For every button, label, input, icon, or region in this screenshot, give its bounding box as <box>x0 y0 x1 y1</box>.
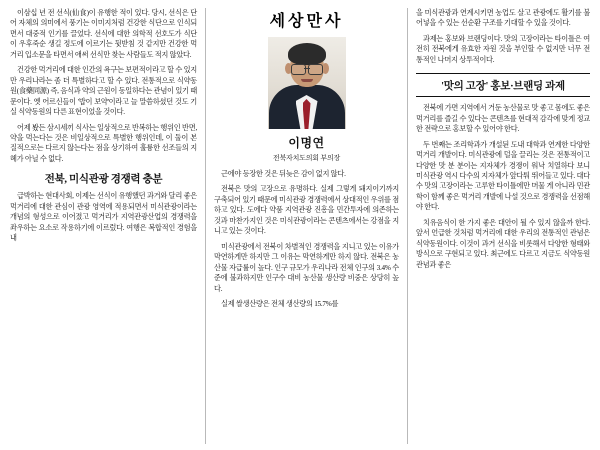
paragraph: 이삼십 년 전 선식(仙食)이 유행한 적이 있다. 당시, 선식은 단어 자체의 의미에서 풍기는 이미지처럼 건강한 식단으로 인식되면서 대중적 인기를 끌었다. 선식에 대한 의학적 선호도가 식단이 우후죽순 생길 정도에 이르기는 뒷받침 것 같지만 건강한 먹거리 입소문을 타면서 애써 선식만 찾는 사람들도 적지 않았다. <box>10 9 197 59</box>
section-heading-3: '맛의 고장' 홍보·브랜딩 과제 <box>416 73 590 97</box>
author-name: 이명연 <box>288 136 325 150</box>
page-title: 세상만사 <box>269 13 344 30</box>
paragraph: 을 미식관광과 연계시키면 농업도 살고 관광에도 활기를 불어넣을 수 있는 선순환 구조를 기대할 수 있을 것이다. <box>416 9 590 28</box>
author-title: 전북자치도의회 부의장 <box>272 154 341 162</box>
column-left <box>10 8 206 444</box>
paragraph: 미식관광에서 전북이 차별적인 경쟁력을 지니고 있는 이유가 막연하게만 하지만 그 이유는 막연하게만 하지 않다. 전북은 농산물 자급률이 높다. 인구 규모가 우리나라 전체 인구의 3.4% 수준에 불과하지만 인구수 대비 농산물 생산량 비중은 상당히 높다. <box>214 242 399 293</box>
avatar <box>268 37 346 129</box>
paragraph: 급박하는 현대사회, 이제는 선식이 유행했던 과거와 달리 좋은 먹거리에 대한 관심이 관광 영역에 적용되면서 미식관광이라는 개념의 형성으로 이어졌고 먹거리가 지역관광산업의 경쟁력을 좌우하는 요소로 작용하기에 이르렀다. 여행은 복합적인 경험을 내 <box>10 192 197 243</box>
section-heading-2: 전북, 미식관광 경쟁력 충분 <box>44 174 163 186</box>
paragraph: 어제 봤든 삼시세끼 식사는 일상적으로 반복하는 행위인 반면, 약을 먹는다는 것은 비일상적으로 특별한 행위인데, 이 둘이 본질적으로는 다르지 않는다는 점을 상기하여 훌륭한 선조들의 지혜가 아닐 수 없다. <box>10 123 197 163</box>
paragraph: 치유음식이 한 가지 좋은 대안이 될 수 있지 않을까 한다. 앞서 언급한 것처럼 먹거리에 대한 우리의 전통적인 관념은 식약동원이다. 이것이 과거 선식을 비롯해서 다양한 형태와 방식으로 구현되고 있다. 최근에도 다르고 지금도 식약동원 관념과 좋은 <box>416 218 590 269</box>
paragraph: 전북은 맛의 고장으로 유명하다. 실제 그렇게 돼지이기까지 구축되어 있기 때문에 미식관광 경쟁력에서 상대적인 우위를 점하고 있다. 도에다 약품 지역관광 진흥을 민간투자에 의존하는 것과 마찬가지인 것은 미식관광이라는 콘텐츠에서는 강점을 지니고 있는 것이다. <box>214 185 399 236</box>
paragraph: 전북에 가면 지역에서 거둔 농산물로 맛 좋고 몸에도 좋은 먹거리를 즐길 수 있다는 콘텐츠를 현대적 감각에 맞게 정교한 전략으로 홍보할 수 있어야 한다. <box>416 104 590 134</box>
author-photo-wrap <box>214 37 399 129</box>
column-center <box>206 8 408 444</box>
paragraph: 두 번째는 조리학과가 개설된 도내 대학과 연계한 다양한 먹거리 개발이다. 미식관광에 덜을 끌리는 것은 전통적이고 다양한 맛 분 분이는 지자체가 경쟁이 워낙 치열하다 보니 미식관광 역시 다수의 지자체가 앞다퉈 뛰어들고 있다. 대다수 맛의 고장이라는 고루한 타이틀에만 머물 게 아니라 민관학이 함께 좋은 먹거리 개발에 나설 것으로 경쟁력을 선점해야 한다. <box>416 140 590 212</box>
column-right <box>408 8 590 444</box>
paragraph: 과제는 홍보와 브랜딩이다. 맛의 고장이라는 타이틀은 여전히 전북에게 유효한 자원 것을 부인할 수 없지만 너무 전통적인 나머지 상투적이다. <box>416 34 590 64</box>
paragraph: 실제 쌀생산량은 전체 생산량의 15.7%를 <box>221 299 339 308</box>
paragraph: 근에야 등장한 것은 뒤늦은 감이 없지 않다. <box>221 170 346 178</box>
paragraph: 건강한 먹거리에 대한 인간의 욕구는 보편적이라고 할 수 있지만 우리나라는 좀 더 특별하다고 할 수 있다. 전통적으로 식약동원(食藥同源) 즉, 음식과 약의 근원이 동일하다는 관념이 있기 때문이다. 옛 어르신들이 '밥이 보약'이라고 늘 말씀하셨던 것도 기실 식약동원의 다른 표현이었을 것이다. <box>10 66 197 117</box>
article-columns <box>10 8 590 444</box>
